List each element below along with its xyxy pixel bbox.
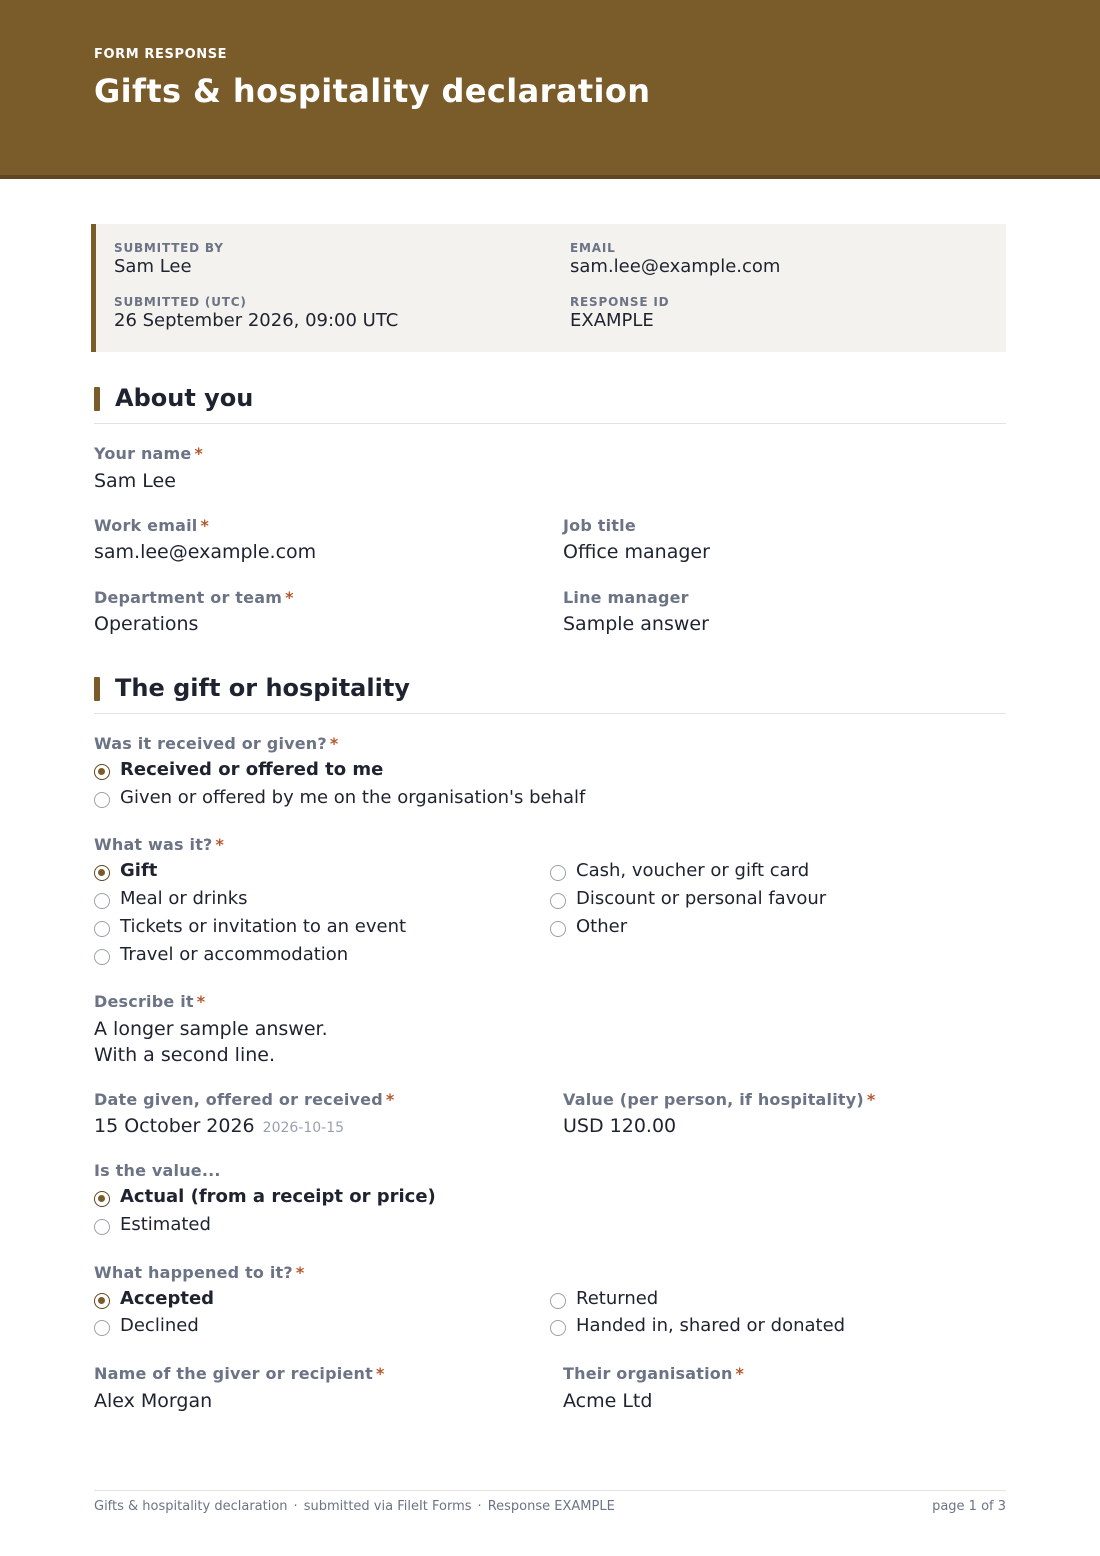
radio-unselected-icon xyxy=(550,921,566,937)
required-marker: * xyxy=(329,734,339,753)
field-label-value: Value (per person, if hospitality) * xyxy=(563,1090,876,1109)
field-label-job-title: Job title xyxy=(563,516,636,535)
field-label-work-email: Work email * xyxy=(94,516,210,535)
meta-response-id xyxy=(570,295,669,331)
footer-response: Response EXAMPLE xyxy=(487,1499,615,1514)
meta-response-id-value: EXAMPLE xyxy=(570,310,654,331)
field-value-your-name: Sam Lee xyxy=(94,470,176,492)
form-title: Gifts & hospitality declaration xyxy=(94,72,651,110)
section-about-you xyxy=(94,384,1006,424)
required-marker: * xyxy=(200,516,210,535)
radio-unselected-icon xyxy=(550,1320,566,1336)
section-accent-bar xyxy=(94,677,100,701)
field-value-organisation: Acme Ltd xyxy=(563,1390,653,1412)
field-label-what-was-it: What was it? * xyxy=(94,835,225,854)
field-label-organisation: Their organisation * xyxy=(563,1364,745,1383)
field-value-date: 15 October 2026 2026-10-15 xyxy=(94,1115,345,1137)
radio-selected-icon xyxy=(94,1191,110,1207)
page-footer xyxy=(94,1490,1006,1520)
field-value-department: Operations xyxy=(94,613,199,635)
footer-separator: · xyxy=(293,1499,298,1514)
radio-unselected-icon xyxy=(550,893,566,909)
radio-unselected-icon xyxy=(94,792,110,808)
radio-unselected-icon xyxy=(94,1219,110,1235)
meta-email-value: sam.lee@example.com xyxy=(570,256,781,277)
field-value-giver-name: Alex Morgan xyxy=(94,1390,213,1412)
footer-form-name: Gifts & hospitality declaration xyxy=(94,1499,288,1514)
form-eyebrow: FORM RESPONSE xyxy=(94,47,228,62)
meta-submitted-utc-value: 26 September 2026, 09:00 UTC xyxy=(114,310,399,331)
form-header xyxy=(0,0,1100,179)
submission-meta xyxy=(91,224,1006,352)
required-marker: * xyxy=(375,1364,385,1383)
required-marker: * xyxy=(735,1364,745,1383)
meta-submitted-by-value: Sam Lee xyxy=(114,256,192,277)
field-label-your-name: Your name * xyxy=(94,444,204,463)
meta-response-id-label: RESPONSE ID xyxy=(570,295,670,309)
footer-via: submitted via FileIt Forms xyxy=(303,1499,472,1514)
meta-submitted-utc xyxy=(114,295,398,331)
field-value-date-iso: 2026-10-15 xyxy=(262,1120,345,1136)
required-marker: * xyxy=(285,588,294,607)
field-value-describe-line-1: A longer sample answer. xyxy=(94,1018,328,1040)
field-label-department: Department or team * xyxy=(94,588,294,607)
radio-unselected-icon xyxy=(94,921,110,937)
field-label-giver-name: Name of the giver or recipient * xyxy=(94,1364,385,1383)
required-marker: * xyxy=(196,992,206,1011)
section-gift-or-hospitality xyxy=(94,674,1006,714)
field-label-received-or-given: Was it received or given? * xyxy=(94,734,339,753)
meta-email xyxy=(570,241,780,277)
required-marker: * xyxy=(295,1263,305,1282)
field-value-value: USD 120.00 xyxy=(563,1115,677,1137)
field-label-value-type: Is the value... xyxy=(94,1161,221,1180)
meta-submitted-by xyxy=(114,241,224,277)
meta-submitted-by-label: SUBMITTED BY xyxy=(114,241,224,255)
field-label-what-happened: What happened to it? * xyxy=(94,1263,305,1282)
required-marker: * xyxy=(385,1090,395,1109)
field-value-describe-line-2: With a second line. xyxy=(94,1044,275,1066)
section-title: About you xyxy=(115,384,254,412)
required-marker: * xyxy=(194,444,204,463)
radio-selected-icon xyxy=(94,865,110,881)
field-label-describe: Describe it * xyxy=(94,992,206,1011)
radio-unselected-icon xyxy=(550,1293,566,1309)
required-marker: * xyxy=(215,835,225,854)
meta-submitted-utc-label: SUBMITTED (UTC) xyxy=(114,295,247,309)
field-value-work-email: sam.lee@example.com xyxy=(94,541,317,563)
footer-separator: · xyxy=(477,1499,482,1514)
field-label-date: Date given, offered or received * xyxy=(94,1090,395,1109)
section-title: The gift or hospitality xyxy=(115,674,410,702)
radio-unselected-icon xyxy=(94,1320,110,1336)
radio-selected-icon xyxy=(94,1293,110,1309)
required-marker: * xyxy=(866,1090,876,1109)
radio-unselected-icon xyxy=(550,865,566,881)
meta-email-label: EMAIL xyxy=(570,241,616,255)
footer-info xyxy=(94,1499,615,1514)
radio-unselected-icon xyxy=(94,949,110,965)
field-value-line-manager: Sample answer xyxy=(563,613,709,635)
field-value-job-title: Office manager xyxy=(563,541,710,563)
field-label-line-manager: Line manager xyxy=(563,588,689,607)
radio-unselected-icon xyxy=(94,893,110,909)
footer-page-number: page 1 of 3 xyxy=(932,1499,1006,1514)
radio-selected-icon xyxy=(94,764,110,780)
section-accent-bar xyxy=(94,387,100,411)
